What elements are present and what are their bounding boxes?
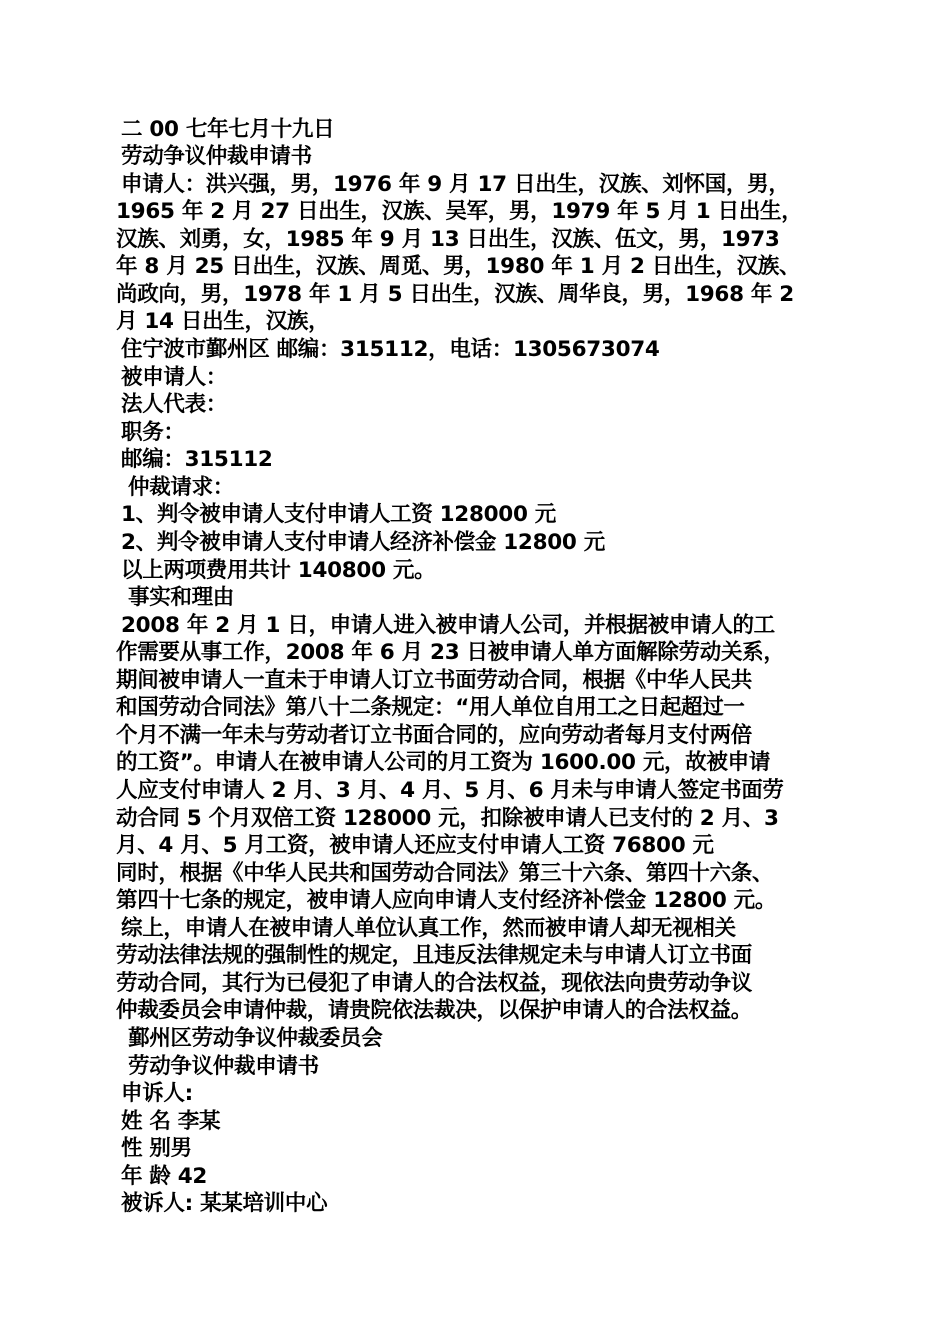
summary-line: 劳动合同，其行为已侵犯了申请人的合法权益，现依法向贵劳动争议 bbox=[116, 971, 753, 996]
document-date: 二 00 七年七月十九日 bbox=[121, 117, 335, 142]
name-field: 姓 名 李某 bbox=[121, 1109, 221, 1134]
complainant-label: 申诉人: bbox=[121, 1081, 193, 1106]
facts-line: 和国劳动合同法》第八十二条规定：“用人单位自用工之日起超过一 bbox=[116, 695, 745, 720]
applicant-address: 住宁波市鄞州区 邮编：315112，电话：1305673074 bbox=[121, 337, 660, 362]
facts-line: 2008 年 2 月 1 日，申请人进入被申请人公司，并根据被申请人的工 bbox=[121, 613, 775, 638]
position-label: 职务： bbox=[121, 420, 185, 445]
gender-field: 性 别男 bbox=[121, 1136, 192, 1161]
defendant-field: 被诉人: 某某培训中心 bbox=[121, 1191, 328, 1216]
claim-item: 2、判令被申请人支付申请人经济补偿金 12800 元 bbox=[121, 530, 605, 555]
facts-line: 个月不满一年未与劳动者订立书面合同的，应向劳动者每月支付两倍 bbox=[116, 723, 753, 748]
summary-line: 综上，申请人在被申请人单位认真工作，然而被申请人却无视相关 bbox=[121, 916, 736, 941]
postcode-label: 邮编：315112 bbox=[121, 447, 273, 472]
facts-heading: 事实和理由 bbox=[128, 585, 235, 610]
applicant-line: 申请人：洪兴强，男，1976 年 9 月 17 日出生，汉族、刘怀国，男， bbox=[121, 172, 790, 197]
legal-rep-label: 法人代表： bbox=[121, 392, 228, 417]
facts-line: 动合同 5 个月双倍工资 128000 元，扣除被申请人已支付的 2 月、3 bbox=[116, 806, 779, 831]
applicant-line: 年 8 月 25 日出生，汉族、周觅、男，1980 年 1 月 2 日出生，汉族、 bbox=[116, 254, 801, 279]
applicant-line: 月 14 日出生，汉族， bbox=[116, 309, 330, 334]
summary-line: 仲裁委员会申请仲裁，请贵院依法裁决，以保护申请人的合法权益。 bbox=[116, 998, 753, 1023]
claims-total: 以上两项费用共计 140800 元。 bbox=[121, 558, 436, 583]
document-title: 劳动争议仲裁申请书 bbox=[121, 144, 312, 169]
facts-line: 月、4 月、5 月工资，被申请人还应支付申请人工资 76800 元 bbox=[116, 833, 714, 858]
facts-line: 人应支付申请人 2 月、3 月、4 月、5 月、6 月未与申请人签定书面劳 bbox=[116, 778, 784, 803]
applicant-line: 汉族、刘勇，女，1985 年 9 月 13 日出生，汉族、伍文，男，1973 bbox=[116, 227, 780, 252]
facts-line: 期间被申请人一直未于申请人订立书面劳动合同，根据《中华人民共 bbox=[116, 668, 753, 693]
summary-line: 劳动法律法规的强制性的规定，且违反法律规定未与申请人订立书面 bbox=[116, 943, 753, 968]
facts-line: 第四十七条的规定，被申请人应向申请人支付经济补偿金 12800 元。 bbox=[116, 888, 777, 913]
applicant-line: 1965 年 2 月 27 日出生，汉族、吴军，男，1979 年 5 月 1 日出生， bbox=[116, 199, 803, 224]
claim-item: 1、判令被申请人支付申请人工资 128000 元 bbox=[121, 502, 556, 527]
facts-line: 作需要从事工作，2008 年 6 月 23 日被申请人单方面解除劳动关系， bbox=[116, 640, 785, 665]
document-title-2: 劳动争议仲裁申请书 bbox=[128, 1054, 319, 1079]
claims-heading: 仲裁请求： bbox=[128, 475, 235, 500]
age-field: 年 龄 42 bbox=[121, 1164, 208, 1189]
facts-line: 的工资”。申请人在被申请人公司的月工资为 1600.00 元，故被申请 bbox=[116, 750, 771, 775]
applicant-line: 尚政向，男，1978 年 1 月 5 日出生，汉族、周华良，男，1968 年 2 bbox=[116, 282, 794, 307]
facts-line: 同时，根据《中华人民共和国劳动合同法》第三十六条、第四十六条、 bbox=[116, 861, 774, 886]
respondent-label: 被申请人： bbox=[121, 365, 228, 390]
committee-name: 鄞州区劳动争议仲裁委员会 bbox=[128, 1026, 383, 1051]
